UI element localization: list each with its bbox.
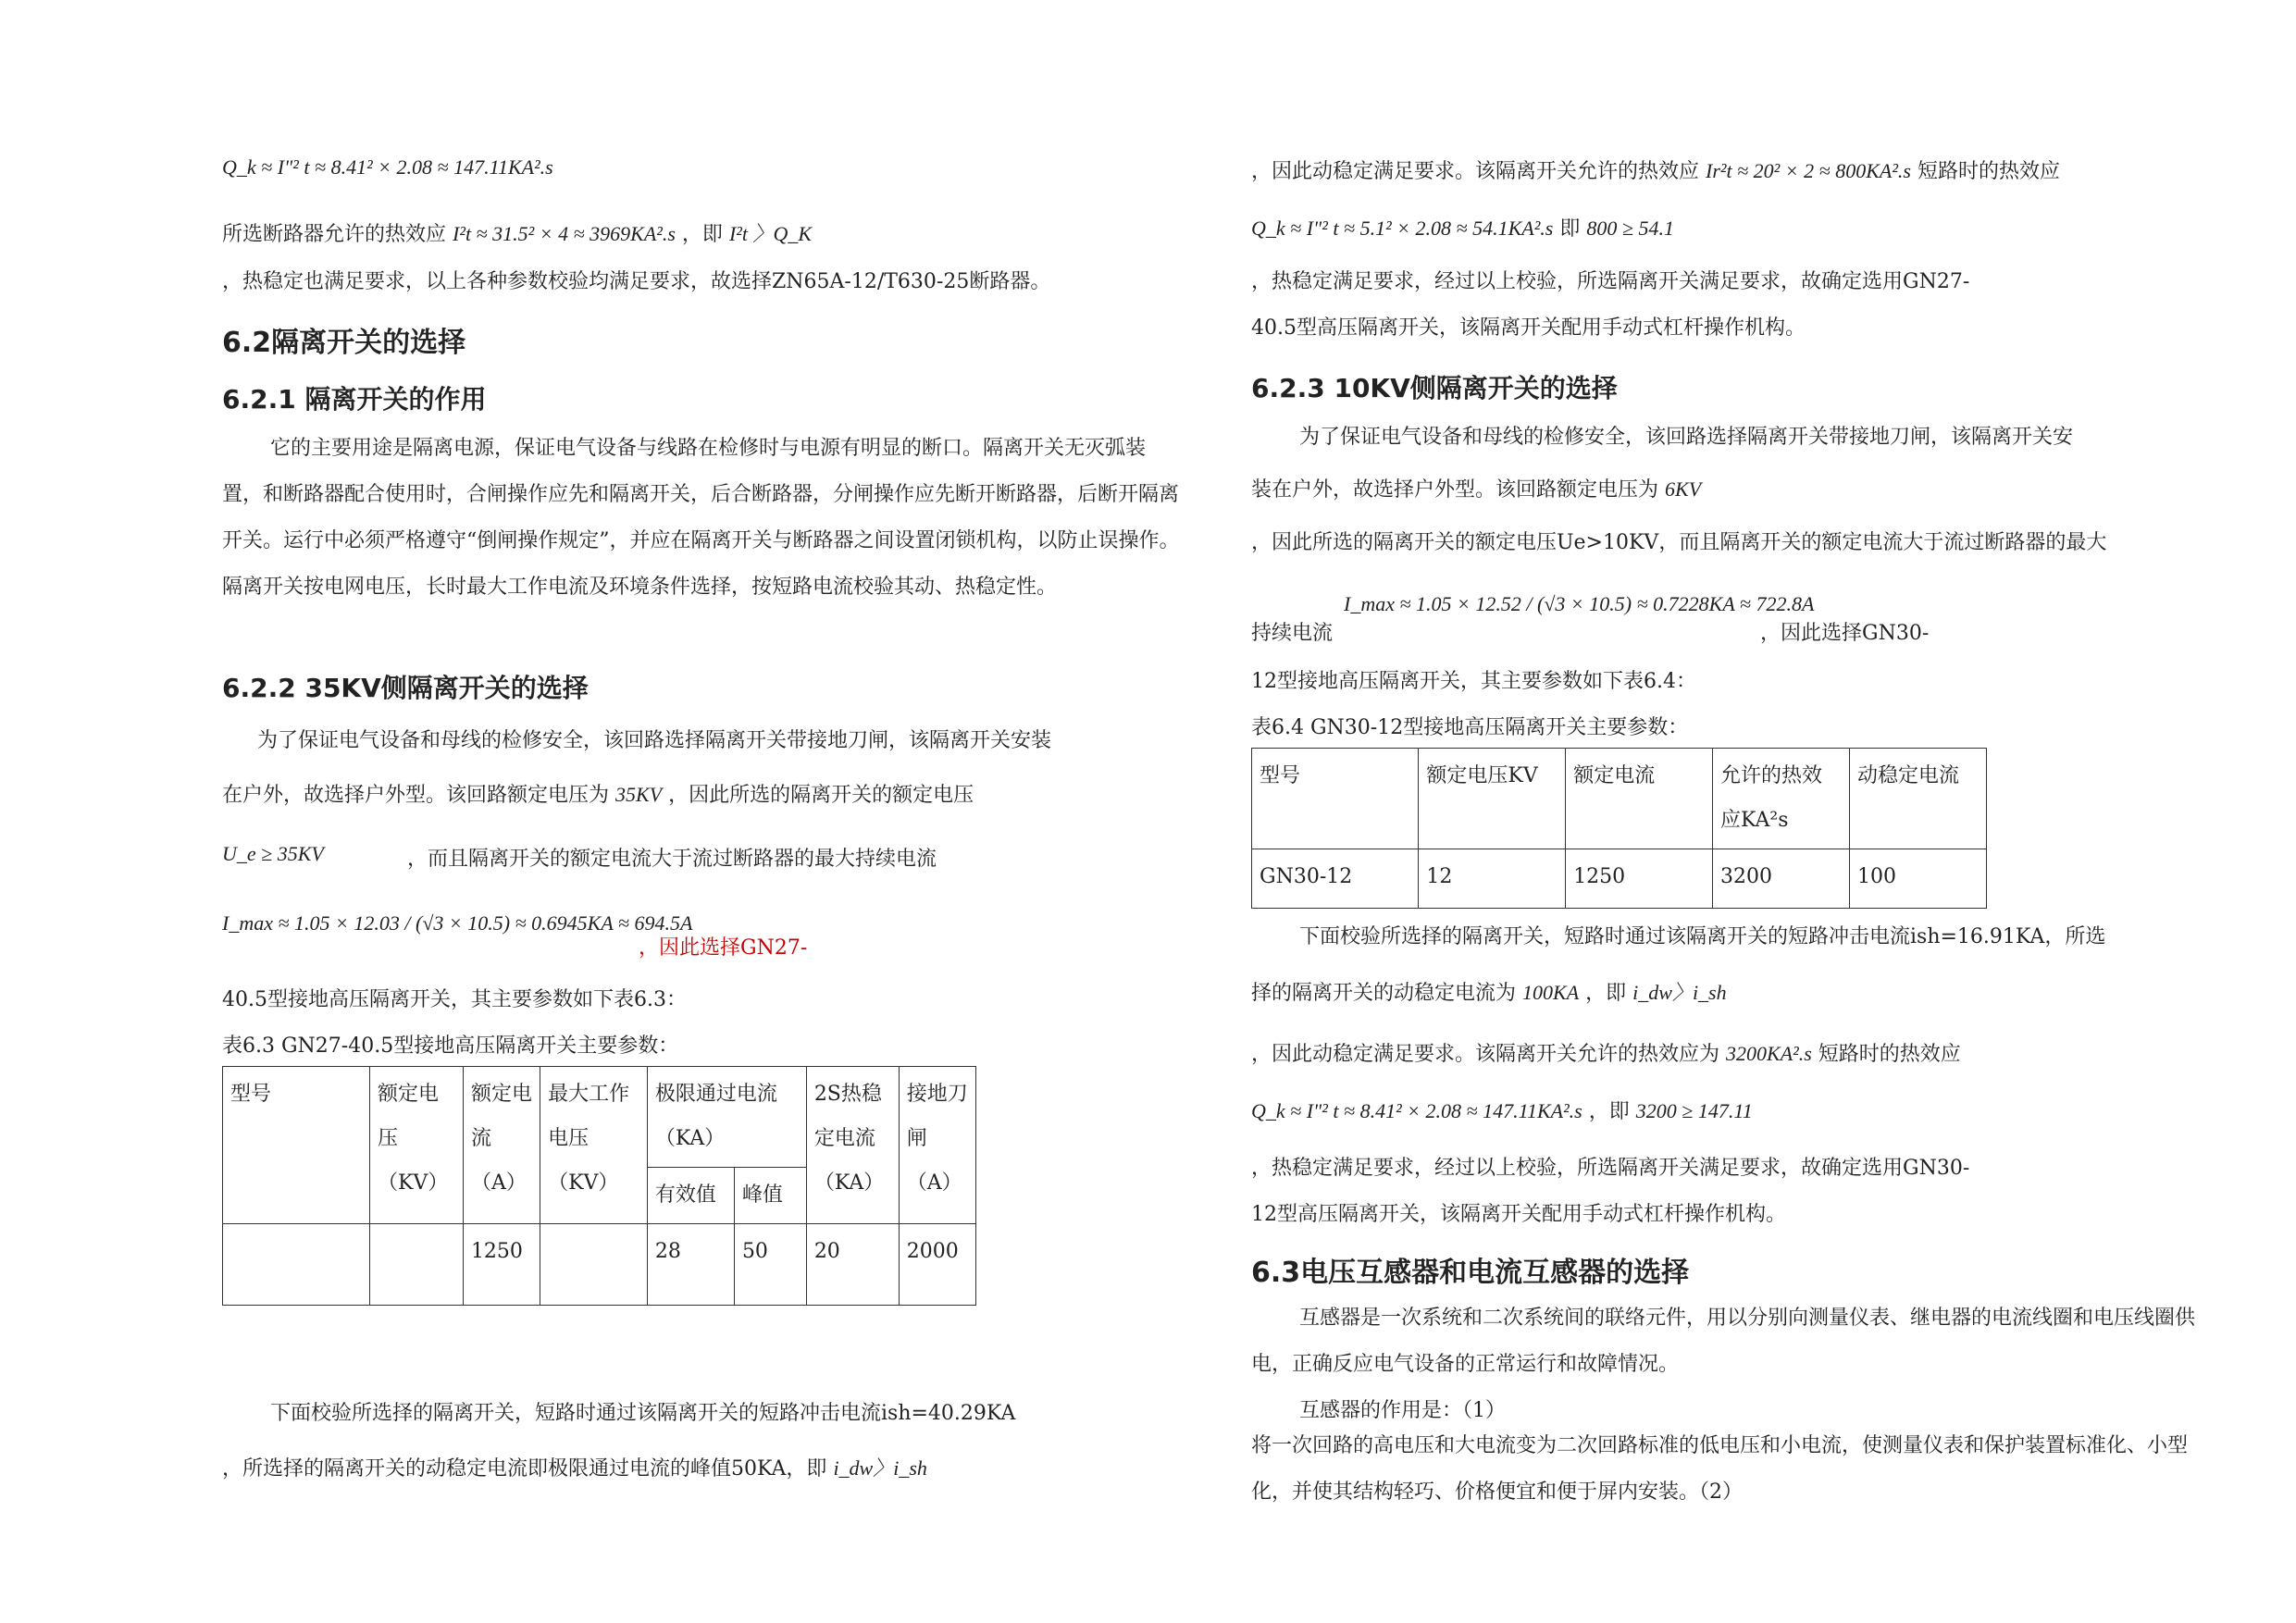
text-line: ，热稳定也满足要求，以上各种参数校验均满足要求，故选择ZN65A-12/T630-25断路器。	[222, 270, 1051, 293]
text-line: 40.5型接地高压隔离开关，其主要参数如下表6.3：	[222, 988, 687, 1011]
text-line: 40.5型高压隔离开关，该隔离开关配用手动式杠杆操作机构。	[1251, 316, 1806, 340]
table-cell: 50	[734, 1224, 806, 1306]
formula-i2t: I²t ≈ 31.5² × 4 ≈ 3969KA².s	[453, 222, 676, 245]
formula-800: 800 ≥ 54.1	[1586, 217, 1674, 240]
formula-3200-compare: 3200 ≥ 147.11	[1635, 1099, 1753, 1122]
formula-100ka: 100KA	[1522, 981, 1580, 1004]
text-line: 持续电流	[1251, 622, 1334, 645]
text-line: 在户外，故选择户外型。该回路额定电压为 35KV ，因此所选的隔离开关的额定电压	[222, 783, 974, 807]
table-cell: 2000	[899, 1224, 975, 1306]
table-cell: GN30-12	[1252, 849, 1419, 909]
text-line: ，热稳定满足要求，经过以上校验，所选隔离开关满足要求，故确定选用GN30-	[1251, 1157, 1970, 1180]
heading-6-2-1: 6.2.1 隔离开关的作用	[222, 384, 487, 415]
table-cell: 20	[806, 1224, 899, 1306]
text-line: Q_k ≈ I"² t ≈ 5.1² × 2.08 ≈ 54.1KA².s 即 800 ≥ 54.1	[1251, 217, 1674, 241]
text-line: ，因此选择GN30-	[1760, 622, 1930, 645]
formula-3200: 3200KA².s	[1726, 1042, 1812, 1065]
text-line: ，因此动稳定满足要求。该隔离开关允许的热效应 Ir²t ≈ 20² × 2 ≈ 800KA².s 短路时的热效应	[1251, 159, 2060, 183]
text-line: Q_k ≈ I"² t ≈ 8.41² × 2.08 ≈ 147.11KA².s ，即 3200 ≥ 147.11	[1251, 1099, 1753, 1123]
table-cell: 100	[1849, 849, 1986, 909]
formula-compare: I²t 〉Q_K	[728, 222, 813, 245]
table-header-effective: 有效值	[647, 1168, 734, 1224]
formula-ir2t: Ir²t ≈ 20² × 2 ≈ 800KA².s	[1706, 159, 1911, 182]
table-header-dynamic: 动稳定电流	[1849, 749, 1986, 849]
heading-6-3: 6.3电压互感器和电流互感器的选择	[1251, 1257, 1690, 1289]
table-header-voltage: 额定电压KV	[1419, 749, 1566, 849]
text-line: 所选断路器允许的热效应 I²t ≈ 31.5² × 4 ≈ 3969KA².s ，即 I²t 〉Q_K	[222, 222, 813, 246]
table-header-limit-current: 极限通过电流（KA）	[647, 1067, 806, 1168]
text-line: 12型接地高压隔离开关，其主要参数如下表6.4：	[1251, 670, 1696, 693]
text-line: ，因此选择GN27-	[639, 936, 808, 960]
table-6-3-caption: 表6.3 GN27-40.5型接地高压隔离开关主要参数：	[222, 1035, 679, 1058]
text-line: 为了保证电气设备和母线的检修安全，该回路选择隔离开关带接地刀闸，该隔离开关安	[1299, 426, 2074, 449]
text-line: ，热稳定满足要求，经过以上校验，所选隔离开关满足要求，故确定选用GN27-	[1251, 270, 1970, 293]
table-header-current: 额定电流	[1566, 749, 1713, 849]
text-line: 为了保证电气设备和母线的检修安全，该回路选择隔离开关带接地刀闸，该隔离开关安装	[257, 729, 1052, 752]
heading-6-2-3: 6.2.3 10KV侧隔离开关的选择	[1251, 373, 1618, 403]
paragraph-6-3: 互感器是一次系统和二次系统间的联络元件，用以分别向测量仪表、继电器的电流线圈和电压线圈供电，正确反应电气设备的正常运行和故障情况。	[1251, 1307, 2196, 1376]
formula-qk-right-2: Q_k ≈ I"² t ≈ 8.41² × 2.08 ≈ 147.11KA².s	[1251, 1099, 1582, 1122]
table-header-current: 额定电流（A）	[463, 1067, 540, 1224]
text-line: ，而且隔离开关的额定电流大于流过断路器的最大持续电流	[407, 848, 937, 871]
table-header-earth-switch: 接地刀闸（A）	[899, 1067, 975, 1224]
table-cell	[370, 1224, 464, 1306]
table-header-max-voltage: 最大工作电压（KV）	[540, 1067, 648, 1224]
formula-6kv: 6KV	[1665, 477, 1702, 501]
formula-qk-left: Q_k ≈ I"² t ≈ 8.41² × 2.08 ≈ 147.11KA².s	[222, 155, 553, 179]
formula-35kv: 35KV	[615, 783, 663, 806]
table-cell: 1250	[463, 1224, 540, 1306]
table-cell: 3200	[1712, 849, 1849, 909]
table-6-4	[1251, 748, 1987, 909]
table-header-heat: 允许的热效应KA²s	[1712, 749, 1849, 849]
formula-idw: i_dw〉i_sh	[833, 1456, 927, 1480]
paragraph-6-2-1: 它的主要用途是隔离电源，保证电气设备与线路在检修时与电源有明显的断口。隔离开关无灭弧装置，和断路器配合使用时，合闸操作应先和隔离开关，后合断路器，分闸操作应先断开断路器，后断开隔离开关。运行中必须严格遵守“倒闸操作规定”，并应在隔离开关与断路器之间设置闭锁机构，以防止误操作。隔离开关按电网电压，长时最大工作电流及环境条件选择，按短路电流校验其动、热稳定性。	[222, 437, 1180, 599]
table-6-4-caption: 表6.4 GN30-12型接地高压隔离开关主要参数：	[1251, 716, 1689, 739]
table-cell: 1250	[1566, 849, 1713, 909]
table-header-model: 型号	[223, 1067, 370, 1224]
paragraph-transformer-function: 将一次回路的高电压和大电流变为二次回路标准的低电压和小电流，使测量仪表和保护装置标准化、小型化，并使其结构轻巧、价格便宜和便于屏内安装。（2）	[1251, 1434, 2189, 1504]
text-line: ，所选择的隔离开关的动稳定电流即极限通过电流的峰值50KA，即 i_dw〉i_sh	[222, 1456, 927, 1481]
text-line: 12型高压隔离开关，该隔离开关配用手动式杠杆操作机构。	[1251, 1203, 1786, 1226]
table-header-peak: 峰值	[734, 1168, 806, 1224]
formula-imax-left: I_max ≈ 1.05 × 12.03 / (√3 × 10.5) ≈ 0.6945KA ≈ 694.5A	[222, 911, 693, 935]
table-header-model: 型号	[1252, 749, 1419, 849]
text-line: 下面校验所选择的隔离开关，短路时通过该隔离开关的短路冲击电流ish=40.29KA	[270, 1402, 1016, 1425]
table-cell	[540, 1224, 648, 1306]
text-line: 互感器的作用是：（1）	[1299, 1399, 1506, 1422]
formula-idw-right: i_dw〉i_sh	[1632, 981, 1727, 1004]
table-cell: 28	[647, 1224, 734, 1306]
formula-qk-right: Q_k ≈ I"² t ≈ 5.1² × 2.08 ≈ 54.1KA².s	[1251, 217, 1554, 240]
table-6-3	[222, 1066, 976, 1306]
heading-6-2: 6.2隔离开关的选择	[222, 327, 466, 359]
text-line: ，因此所选的隔离开关的额定电压Ue>10KV，而且隔离开关的额定电流大于流过断路器的最大	[1251, 531, 2107, 554]
table-header-2s-current: 2S热稳定电流（KA）	[806, 1067, 899, 1224]
formula-imax-right: I_max ≈ 1.05 × 12.52 / (√3 × 10.5) ≈ 0.7228KA ≈ 722.8A	[1344, 592, 1815, 615]
table-cell: 12	[1419, 849, 1566, 909]
table-cell	[223, 1224, 370, 1306]
heading-6-2-2: 6.2.2 35KV侧隔离开关的选择	[222, 673, 589, 703]
table-header-voltage: 额定电压（KV）	[370, 1067, 464, 1224]
text-line: 下面校验所选择的隔离开关，短路时通过该隔离开关的短路冲击电流ish=16.91KA，所选	[1299, 925, 2106, 948]
text-line: 装在户外，故选择户外型。该回路额定电压为 6KV	[1251, 477, 1702, 502]
text-line: 择的隔离开关的动稳定电流为 100KA ，即 i_dw〉i_sh	[1251, 981, 1727, 1005]
formula-ue: U_e ≥ 35KV	[222, 842, 324, 865]
text-line: ，因此动稳定满足要求。该隔离开关允许的热效应为 3200KA².s 短路时的热效应	[1251, 1042, 1961, 1066]
